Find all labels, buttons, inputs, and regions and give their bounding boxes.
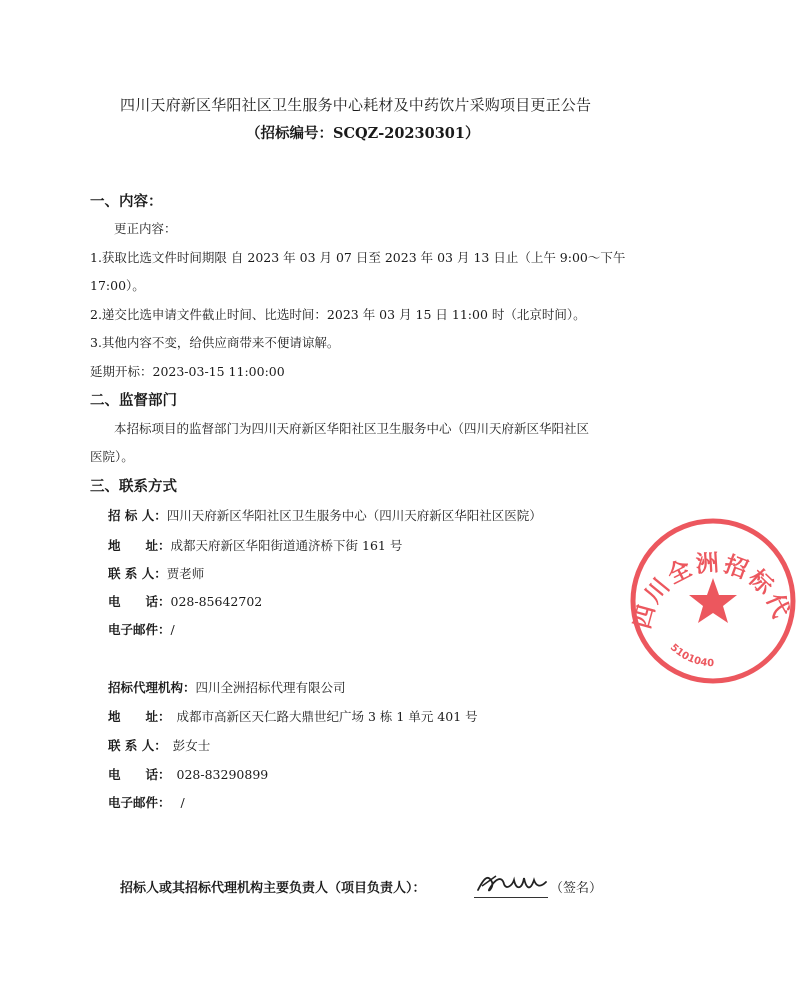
tenderer-address-value: 成都天府新区华阳街道通济桥下街 161 号 (170, 538, 403, 553)
section2-heading: 二、监督部门 (90, 393, 177, 409)
correction-item-2: 2.递交比选申请文件截止时间、比选时间：2023 年 03 月 15 日 11:00 时（北京时间）。 (90, 307, 586, 322)
document-title: 四川天府新区华阳社区卫生服务中心耗材及中药饮片采购项目更正公告 (120, 96, 592, 114)
tenderer-phone-row (108, 591, 262, 610)
tenderer-contact-row (108, 563, 204, 582)
agency-email-label: 电子邮件： (108, 795, 171, 810)
agency-name-label: 招标代理机构： (108, 680, 196, 695)
agency-contact-value: 彭女士 (172, 738, 211, 753)
agency-contact-row (108, 735, 210, 754)
seal-stamp (628, 516, 798, 686)
tenderer-contact-label: 联 系 人： (108, 566, 167, 581)
agency-address-row (108, 706, 478, 725)
tenderer-address-label: 地 址： (108, 538, 171, 553)
tenderer-address-row (108, 535, 402, 554)
seal-star-icon (689, 578, 737, 623)
tenderer-email-value: / (170, 622, 175, 637)
signature-suffix: （签名） (550, 881, 603, 896)
correction-intro: 更正内容： (114, 221, 177, 236)
delayed-opening: 延期开标：2023-03-15 11:00:00 (90, 364, 285, 379)
handwritten-signature (474, 868, 554, 898)
section3-heading: 三、联系方式 (90, 479, 177, 495)
correction-item-1: 1.获取比选文件时间期限 自 2023 年 03 月 07 日至 2023 年 03 月 13 日止（上午 9:00～下午 (90, 250, 626, 265)
signature-label: 招标人或其招标代理机构主要负责人（项目负责人）： (120, 881, 426, 896)
agency-name-value: 四川全洲招标代理有限公司 (195, 680, 346, 695)
tenderer-name-value: 四川天府新区华阳社区卫生服务中心（四川天府新区华阳社区医院） (166, 508, 542, 523)
correction-item-1-cont: 17:00）。 (90, 278, 145, 293)
correction-item-3: 3.其他内容不变，给供应商带来不便请谅解。 (90, 335, 340, 350)
tenderer-name-row (108, 505, 542, 524)
agency-contact-label: 联 系 人： (108, 738, 167, 753)
supervision-text-cont: 医院）。 (90, 449, 134, 464)
seal-code-text: 5101040 (667, 642, 715, 670)
agency-address-label: 地 址： (108, 709, 171, 724)
seal-name-text: 四川全洲招标代 (629, 550, 795, 632)
agency-address-value: 成都市高新区天仁路大鼎世纪广场 3 栋 1 单元 401 号 (176, 709, 478, 724)
tenderer-contact-value: 贾老师 (166, 566, 205, 581)
agency-phone-row (108, 764, 268, 783)
section1-heading: 一、内容： (90, 194, 163, 210)
tenderer-phone-value: 028-85642702 (170, 594, 263, 609)
agency-phone-value: 028-83290899 (176, 767, 269, 782)
tenderer-name-label: 招 标 人： (108, 508, 167, 523)
tenderer-email-row (108, 619, 175, 638)
agency-email-row (108, 792, 185, 811)
agency-phone-label: 电 话： (108, 767, 171, 782)
tender-number: （招标编号：SCQZ-20230301） (246, 125, 480, 142)
supervision-text: 本招标项目的监督部门为四川天府新区华阳社区卫生服务中心（四川天府新区华阳社区 (114, 421, 590, 436)
agency-email-value: / (180, 795, 185, 810)
tenderer-email-label: 电子邮件： (108, 622, 171, 637)
agency-name-row (108, 677, 346, 696)
tenderer-phone-label: 电 话： (108, 594, 171, 609)
